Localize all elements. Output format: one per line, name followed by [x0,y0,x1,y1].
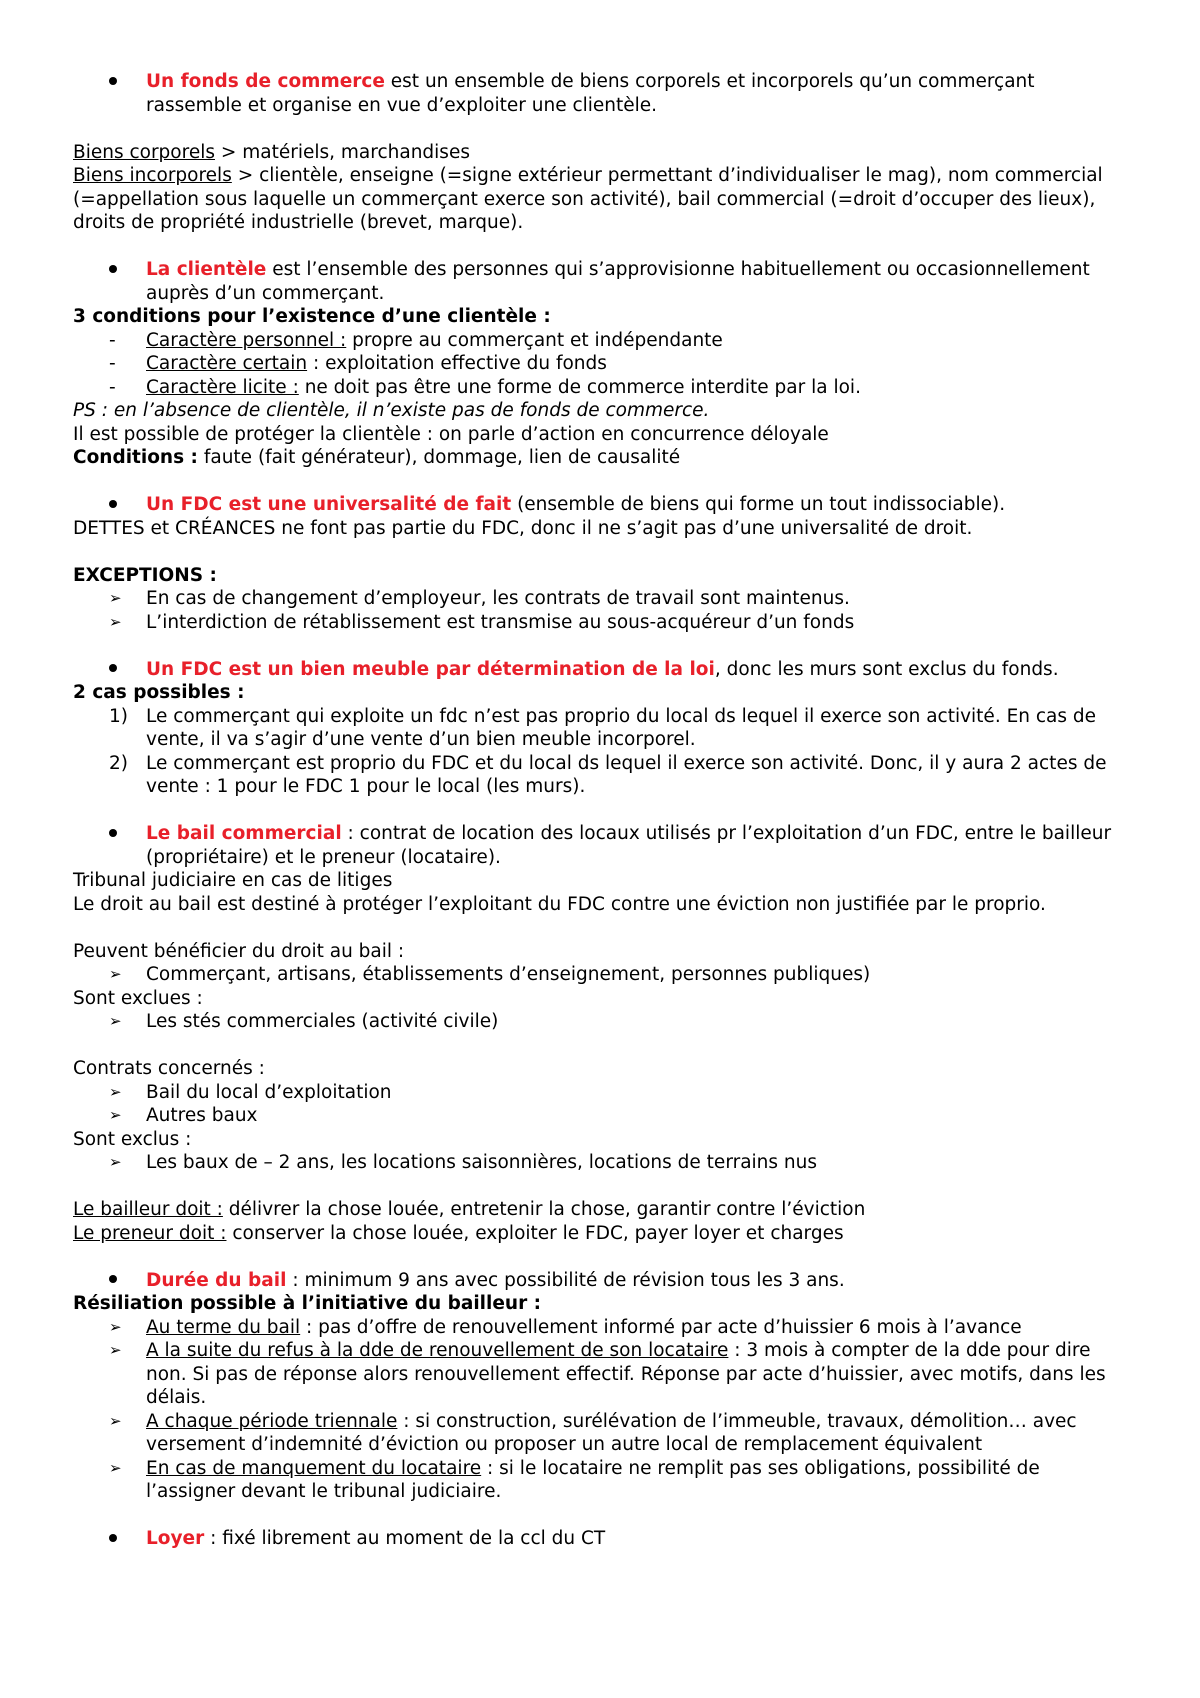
tribunal-line: Tribunal judiciaire en cas de litiges [73,870,393,891]
droit-line: Le droit au bail est destiné à protéger l’exploitant du FDC contre une éviction non justifiée par le proprio. [73,893,1046,915]
cas-heading: 2 cas possibles : [73,682,245,703]
bullet-dot-icon [109,77,117,85]
arrow-bullet-icon: ➢ [109,1317,122,1336]
arrow-bullet-icon: ➢ [109,1012,122,1030]
bullet-dot-icon [109,500,117,508]
exceptions-heading: EXCEPTIONS : [73,564,217,586]
arrow-bullet-icon: ➢ [109,1341,122,1359]
bullet-dot-icon [109,1275,117,1283]
bullet-bail-commercial: Le bail commercial : contrat de location des locaux utilisés pr l’exploitation d’un FDC, entre le bailleur (propriétaire) et le preneur (locataire). [73,822,1133,869]
term: Un fonds de commerce [146,71,385,92]
list-item: ➢ L’interdiction de rétablissement est transmise au sous-acquéreur d’un fonds [73,611,1133,635]
contrats-excl-heading: Sont exclus : [73,1128,192,1150]
list-item: ➢ Les stés commerciales (activité civile) [73,1010,1133,1034]
bullet-dot-icon [109,664,117,672]
arrow-bullet-icon: ➢ [109,1106,122,1124]
bullet-dot-icon [109,265,117,273]
biens-incorporels-line: Biens incorporels > clientèle, enseigne (=signe extérieur permettant d’individualiser le mag), nom commercial (=appellation sous laquelle un commerçant exerce son activité), bail commercial (=droit d’occuper des lieux), droits de propriété industrielle (brevet, marque). [73,165,1103,233]
list-item: ➢ Les baux de – 2 ans, les locations saisonnières, locations de terrains nus [73,1151,1133,1175]
list-item: ➢ Autres baux [73,1104,1133,1128]
arrow-bullet-icon: ➢ [109,612,122,631]
arrow-bullet-icon: ➢ [109,589,122,607]
contrats-heading: Contrats concernés : [73,1058,265,1079]
ps-note: PS : en l’absence de clientèle, il n’existe pas de fonds de commerce. [73,400,710,421]
preneur-line: Le preneur doit : conserver la chose louée, exploiter le FDC, payer loyer et charges [73,1222,844,1244]
list-item: ➢ Bail du local d’exploitation [73,1081,1133,1105]
bullet-clientele: La clientèle est l’ensemble des personnes qui s’approvisionne habituellement ou occasionnellement auprès d’un commerçant. [73,258,1133,305]
arrow-bullet-icon: ➢ [109,1082,122,1101]
list-item: ➢ A la suite du refus à la dde de renouvellement de son locataire : 3 mois à compter de la dde pour dire non. Si pas de réponse alors renouvellement effectif. Réponse par acte d’huissier, avec motifs, dans les délais. [73,1339,1133,1410]
bullet-universalite: Un FDC est une universalité de fait (ensemble de biens qui forme un tout indissociable). [73,493,1133,517]
bailleur-line: Le bailleur doit : délivrer la chose louée, entretenir la chose, garantir contre l’éviction [73,1199,866,1220]
conditions-heading: 3 conditions pour l’existence d’une clientèle : [73,306,551,327]
bullet-dot-icon [109,1534,117,1542]
list-item: - Caractère licite : ne doit pas être une forme de commerce interdite par la loi. [109,376,861,398]
bullet-loyer: Loyer : fixé librement au moment de la ccl du CT [73,1527,1133,1551]
arrow-bullet-icon: ➢ [109,1458,122,1477]
list-item: - Caractère personnel : propre au commerçant et indépendante [109,329,723,351]
bullet-duree-bail: Durée du bail : minimum 9 ans avec possibilité de révision tous les 3 ans. [73,1269,1133,1293]
benef-heading: Peuvent bénéficier du droit au bail : [73,940,405,962]
list-item: 1) Le commerçant qui exploite un fdc n’est pas proprio du local ds lequel il exerce son activité. En cas de vente, il va s’agir d’une vente d’un bien meuble incorporel. [109,705,1097,750]
definition: est un ensemble de biens corporels et incorporels qu’un commerçant rassemble et organise en vue d’exploiter une clientèle. [146,71,1035,116]
bullet-fonds-de-commerce [73,70,1133,117]
list-item: 2) Le commerçant est proprio du FDC et du local ds lequel il exerce son activité. Donc, il y aura 2 actes de vente : 1 pour le FDC 1 pour le local (les murs). [109,752,1107,797]
bullet-dot-icon [109,829,117,837]
resiliation-heading: Résiliation possible à l’initiative du bailleur : [73,1293,542,1314]
biens-corporels-line: Biens corporels > matériels, marchandises [73,141,470,163]
excl-heading: Sont exclues : [73,987,203,1009]
list-item: ➢ Au terme du bail : pas d’offre de renouvellement informé par acte d’huissier 6 mois à l’avance [73,1316,1133,1340]
arrow-bullet-icon: ➢ [109,1411,122,1430]
list-item: - Caractère certain : exploitation effective du fonds [109,353,607,374]
conditions-line: Conditions : faute (fait générateur), dommage, lien de causalité [73,447,681,468]
bullet-bien-meuble: Un FDC est un bien meuble par détermination de la loi, donc les murs sont exclus du fonds. [73,658,1133,682]
list-item: ➢ A chaque période triennale : si construction, surélévation de l’immeuble, travaux, démolition… avec versement d’indemnité d’éviction ou proposer un autre local de remplacement équivalent [73,1410,1133,1457]
list-item: ➢ En cas de changement d’employeur, les contrats de travail sont maintenus. [73,587,1133,611]
arrow-bullet-icon: ➢ [109,1153,122,1171]
list-item: ➢ En cas de manquement du locataire : si le locataire ne remplit pas ses obligations, possibilité de l’assigner devant le tribunal judiciaire. [73,1457,1133,1504]
document-page [73,70,1133,1551]
protect-line: Il est possible de protéger la clientèle : on parle d’action en concurrence déloyale [73,423,829,445]
arrow-bullet-icon: ➢ [109,965,122,983]
dettes-line: DETTES et CRÉANCES ne font pas partie du FDC, donc il ne s’agit pas d’une universalité de droit. [73,517,973,539]
list-item: ➢ Commerçant, artisans, établissements d’enseignement, personnes publiques) [73,963,1133,987]
